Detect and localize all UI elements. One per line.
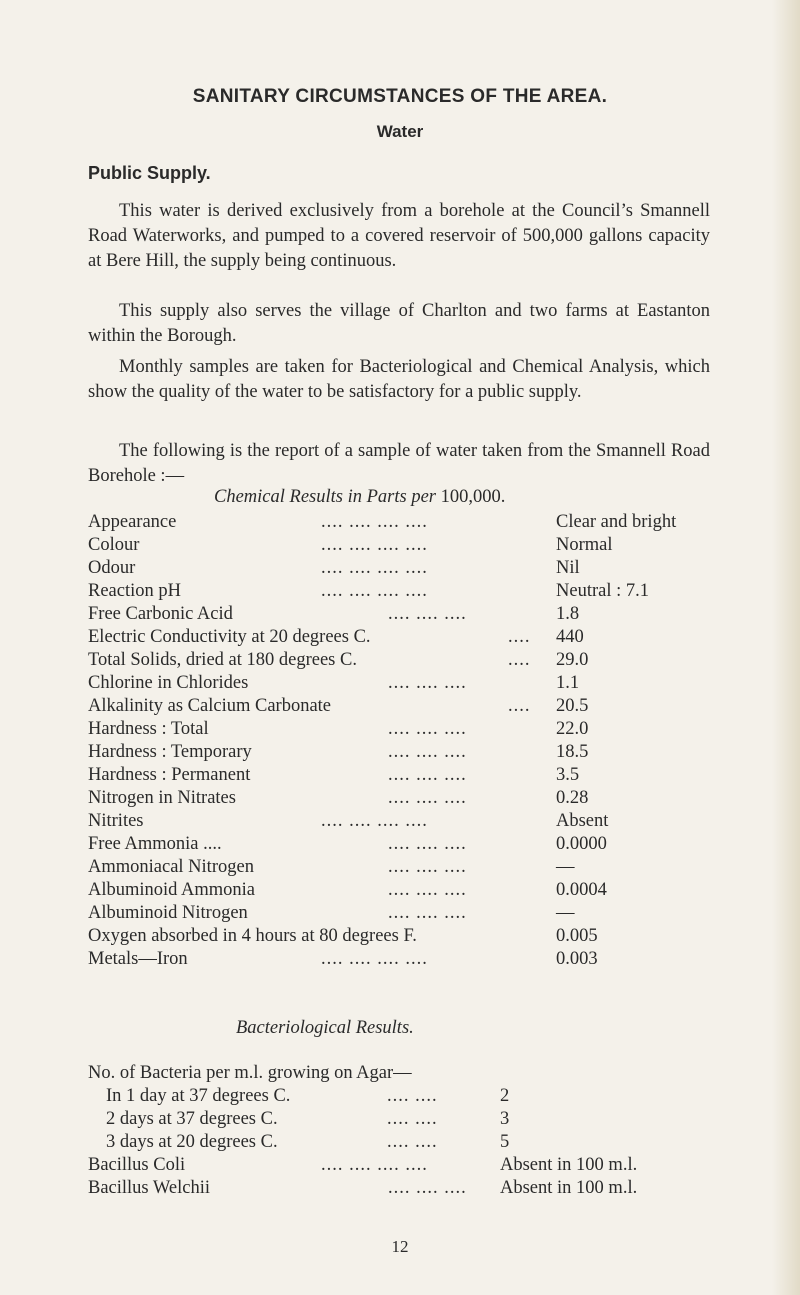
row-value: 0.28 [556,788,589,808]
leader-dots: .... .... .... [388,765,467,785]
row-label: Hardness : Total [88,719,209,739]
row-value: 5 [500,1132,510,1152]
row-label: Bacillus Welchii [88,1178,210,1198]
leader-dots: .... .... .... [388,742,467,762]
row-value: 18.5 [556,742,589,762]
row-value: 3 [500,1109,510,1129]
chemical-title-italic: Chemical Results in Parts per [214,487,436,507]
row-value: — [556,903,575,923]
row-label: 3 days at 20 degrees C. [106,1132,278,1152]
page-heading: SANITARY CIRCUMSTANCES OF THE AREA. [192,86,608,107]
table-row [88,1177,738,1200]
leader-dots: .... .... .... .... [321,558,428,578]
row-label: Albuminoid Ammonia [88,880,256,900]
row-value: 0.005 [556,926,598,946]
row-label: Appearance [88,512,177,532]
row-label: Electric Conductivity at 20 degrees C. [88,627,371,647]
leader-dots: .... .... .... [388,1178,467,1198]
table-row [88,718,728,741]
row-label: Nitrogen in Nitrates [88,788,236,808]
leader-dots: .... .... .... [388,788,467,808]
paragraph-source: This water is derived exclusively from a borehole at the Council’s Smannell Road Waterworks, and pumped to a covered reservoir of 500,000 gallons capacity at Bere Hill, the supply being continuous. [88,201,710,271]
table-row [88,511,728,534]
row-value: 2 [500,1086,510,1106]
row-value: 0.003 [556,949,598,969]
row-value: 440 [556,627,584,647]
row-value: 20.5 [556,696,589,716]
leader-dots: .... .... .... .... [321,811,428,831]
leader-dots: .... [508,627,531,647]
table-row [88,879,728,902]
leader-dots: .... [508,696,531,716]
leader-dots: .... .... .... .... [321,1155,428,1175]
table-row [88,603,728,626]
row-label: Ammoniacal Nitrogen [88,857,254,877]
row-value: 3.5 [556,765,580,785]
table-row [88,580,728,603]
table-row [88,764,728,787]
row-label: Odour [88,558,136,578]
section-subheading: Water [376,122,424,141]
row-value: 0.0000 [556,834,607,854]
page-edge-shadow [772,0,800,1295]
leader-dots: .... .... .... [388,903,467,923]
table-row [88,925,728,948]
table-row [88,833,728,856]
table-row [88,649,728,672]
row-label: Metals—Iron [88,949,188,969]
row-value: 0.0004 [556,880,607,900]
table-row [106,1085,756,1108]
section-title: Public Supply. [88,163,211,183]
leader-dots: .... .... .... .... [321,512,428,532]
bacteriological-intro: No. of Bacteria per m.l. growing on Agar— [88,1063,412,1083]
row-label: Reaction pH [88,581,181,601]
table-row [106,1131,756,1154]
paragraph-sampling: Monthly samples are taken for Bacteriological and Chemical Analysis, which show the quality of the water to be satisfactory for a public supply. [88,357,710,402]
row-label: In 1 day at 37 degrees C. [106,1086,291,1106]
leader-dots: .... .... .... [388,857,467,877]
chemical-results-title [214,487,505,508]
row-label: Albuminoid Nitrogen [88,903,248,923]
leader-dots: .... [508,650,531,670]
page-number: 12 [391,1237,409,1256]
row-label: Hardness : Temporary [88,742,252,762]
table-row [88,557,728,580]
row-label: Free Ammonia .... [88,834,222,854]
leader-dots: .... .... .... .... [321,535,428,555]
row-value: 22.0 [556,719,589,739]
row-value: Absent in 100 m.l. [500,1178,638,1198]
leader-dots: .... .... .... [388,880,467,900]
row-label: Oxygen absorbed in 4 hours at 80 degrees F. [88,926,417,946]
row-value: Clear and bright [556,512,677,532]
table-row [88,695,728,718]
paragraph-coverage: This supply also serves the village of Charlton and two farms at Eastanton within the Borough. [88,301,710,346]
paragraph-report-intro: The following is the report of a sample of water taken from the Smannell Road Borehole :— [88,441,710,486]
table-row [106,1108,756,1131]
bacteriological-results-title: Bacteriological Results. [236,1018,414,1038]
row-label: Chlorine in Chlorides [88,673,249,693]
row-label: Free Carbonic Acid [88,604,233,624]
table-row [88,626,728,649]
row-label: Nitrites [88,811,144,831]
row-value: Absent [556,811,609,831]
leader-dots: .... .... [387,1109,438,1129]
row-label: 2 days at 37 degrees C. [106,1109,278,1129]
leader-dots: .... .... .... .... [321,949,428,969]
leader-dots: .... .... .... [388,604,467,624]
table-row [88,948,728,971]
table-row [88,787,728,810]
leader-dots: .... .... .... [388,719,467,739]
row-value: 1.1 [556,673,580,693]
row-value: Neutral : 7.1 [556,581,649,601]
table-row [88,1154,738,1177]
row-value: — [556,857,575,877]
table-row [88,902,728,925]
row-value: Absent in 100 m.l. [500,1155,638,1175]
row-value: 1.8 [556,604,580,624]
row-label: Colour [88,535,140,555]
leader-dots: .... .... [387,1132,438,1152]
leader-dots: .... .... [387,1086,438,1106]
table-row [88,534,728,557]
leader-dots: .... .... .... [388,834,467,854]
table-row [88,741,728,764]
row-value: 29.0 [556,650,589,670]
table-row [88,810,728,833]
row-label: Total Solids, dried at 180 degrees C. [88,650,357,670]
leader-dots: .... .... .... .... [321,581,428,601]
row-value: Normal [556,535,613,555]
row-label: Bacillus Coli [88,1155,186,1175]
leader-dots: .... .... .... [388,673,467,693]
chemical-title-value: 100,000. [440,487,506,507]
table-row [88,672,728,695]
row-label: Hardness : Permanent [88,765,251,785]
row-value: Nil [556,558,580,578]
table-row [88,856,728,879]
row-label: Alkalinity as Calcium Carbonate [88,696,332,716]
